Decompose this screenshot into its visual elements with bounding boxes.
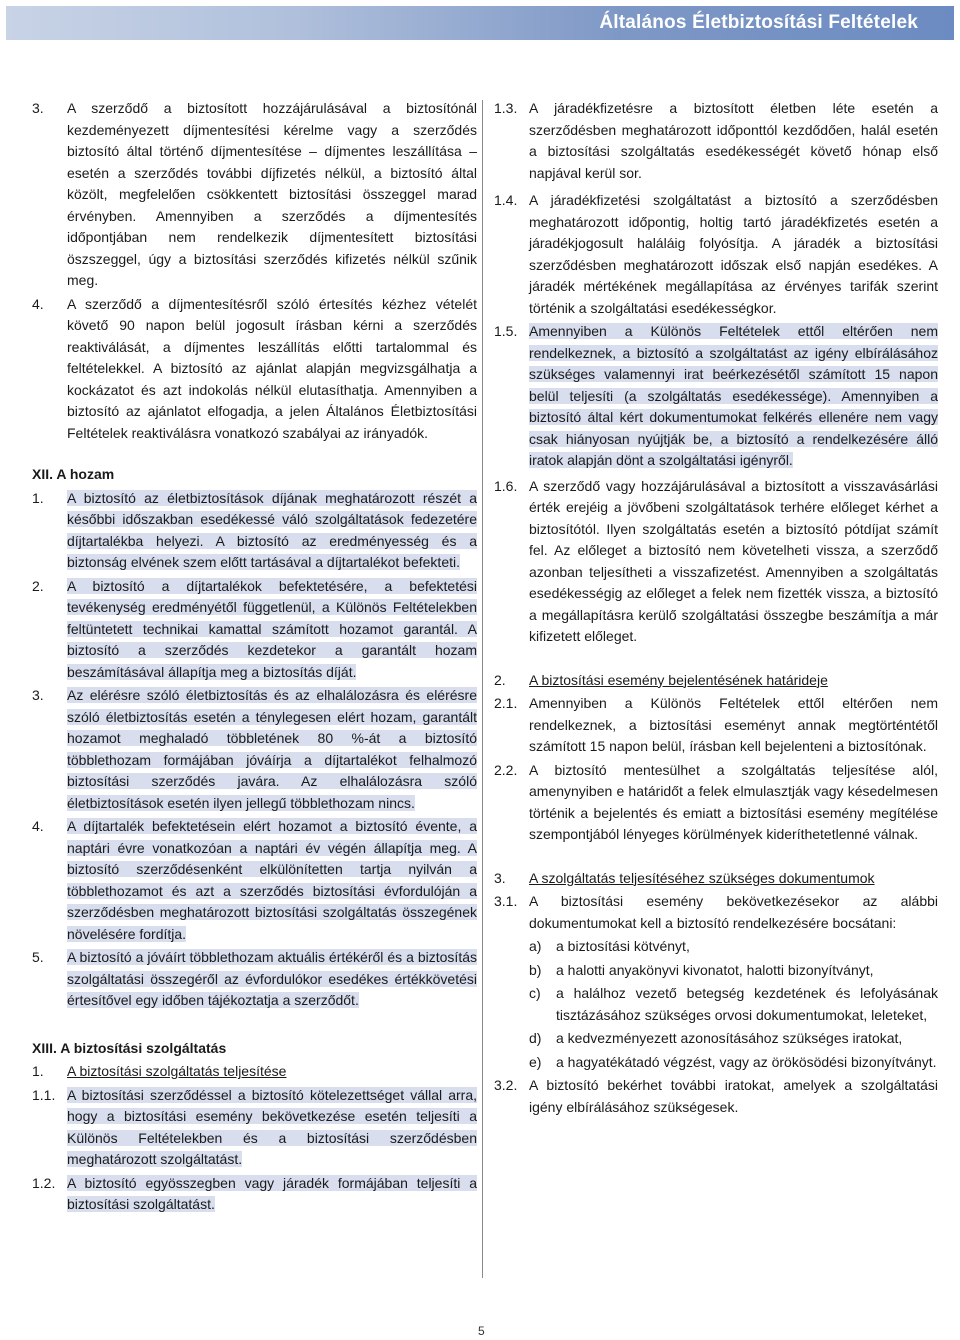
item-text: A biztosító a jóváírt többlethozam aktuális értékéről és a biztosítás szolgáltatási összegéről az évfordulókor esedékes értékkövetési értesítővel egy időben tájékoztatja a szerződőt. (67, 949, 477, 1008)
right-column (494, 98, 938, 1118)
item-text: A szerződő a biztosított hozzájárulásával a biztosítónál kezdeményezett díjmentesítési kérelme vagy a szerződés biztosító által történő díjmentesítése – díjmentes leszállítása – esetén a szerződés további díjfizetés nélkül, a biztosító által közölt, megfelelően csökkentett biztosítási összeggel marad érvényben. Amennyiben a szerződés a díjmentesítés időpontjában nem rendelkezik díjmentesített biztosítási öszszeggel, úgy a biztosítási szerződés kifizetés nélkül szűnik meg. (67, 100, 477, 288)
list-item (32, 1173, 477, 1216)
list-item (494, 1075, 938, 1118)
item-text: Az elérésre szóló életbiztosítás és az elhalálozásra és elérésre szóló életbiztosítás esetén a ténylegesen elért hozam, garantált hozamot meghaladó többletének 80 %-át a biztosító többlethozam formájában jóváírja a díjtartalékot felhalmozó biztosítási szerződés javára. Az elhalálozásra szóló életbiztosítások esetén ilyen jellegű többlethozam nincs. (67, 687, 477, 811)
list-item (32, 816, 477, 945)
item-text: A díjtartalék befektetésein elért hozamot a biztosító évente, a naptári évre vonatkozóan a naptári év végén állapítja meg. A biztosító szerződésenként elkülönítetten tartja nyilván a többlethozamot és azt a szerződés biztosítási évfordulóján a szerződésben meghatározott biztosítási szolgáltatás összegének növelésére fordítja. (67, 818, 477, 942)
column-divider (482, 100, 483, 1278)
sub-list-item (529, 936, 938, 958)
item-text: A biztosító a díjtartalékok befektetésére, a befektetési tevékenység eredményétől függetlenül, a Különös Feltételekben feltüntetett technikai kamattal számított hozamot garantál. A biztosító a szerződés kezdetekor a garantált hozam beszámításával állapítja meg a biztosítás díját. (67, 577, 477, 680)
list-item (494, 321, 938, 472)
item-text: A biztosító mentesülhet a szolgáltatás teljesítése alól, amenynyiben e határidőt a felek elmulasztják vagy késedelmesen történik a bejelentés és emiatt a biztosítási esemény megítélése szempontjából lényeges körülmények kideríthetetlenné válnak. (529, 761, 938, 842)
page-number: 5 (478, 1324, 485, 1338)
document-title: Általános Életbiztosítási Feltételek (599, 12, 918, 33)
list-item (494, 98, 938, 184)
sub-list-item (529, 1028, 938, 1050)
subsection-title-text: A biztosítási esemény bejelentésének határideje (529, 671, 828, 688)
sub-item-text: a halálhoz vezető betegség kezdetének és lefolyásának tisztázásához szükséges orvosi dokumentumokat, leleteket, (556, 985, 938, 1023)
list-item (32, 1085, 477, 1171)
sub-item-text: a hagyatékátadó végzést, vagy az örökösödési bizonyítványt. (556, 1053, 937, 1070)
item-text: A járadékfizetési szolgáltatást a biztosító a szerződésben meghatározott időpontig, holtig tartó járadékfizetés esetén a járadékjogosult haláláig folyósítja. A járadék a biztosítási szerződésben meghatározott időszak első napján esedékes. A járadék mértékének megállapítása az érvényes tarifák szerint történik a szolgáltatási esedékességkor. (529, 192, 938, 316)
list-item (494, 190, 938, 319)
list-item (32, 98, 477, 292)
sub-list-item (529, 1052, 938, 1074)
item-number: 1.4. (494, 192, 518, 208)
item-text: A szerződő vagy hozzájárulásával a biztosított a visszavásárlási érték erejéig a jövőbeni szolgáltatások terhére előleget kérhet a biztosítótól. Ilyen szolgáltatás esetén a biztosító pótdíjat számít fel. Az előleget a biztosító nem követelheti vissza, a szerződő azonban teljesítheti a visszafizetést. Amennyiben a szolgáltatás esedékességig az előleget a felek nem fizették vissza, a biztosító a megállapításra kerülő szolgáltatási összegbe beszámítja a már kifizetett előleget. (529, 477, 938, 644)
section-heading-xii: XII. A hozam (32, 466, 115, 482)
list-item (494, 476, 938, 648)
item-text: A biztosító egyösszegben vagy járadék formájában teljesíti a biztosítási szolgáltatást. (67, 1174, 477, 1212)
sub-item-letter: b) (529, 961, 542, 978)
item-number: 4. (32, 295, 44, 312)
item-number: 2. (32, 577, 44, 594)
subsection-title-text: A szolgáltatás teljesítéséhez szükséges dokumentumok (529, 869, 875, 886)
item-number: 1.3. (494, 100, 518, 116)
item-text: A járadékfizetésre a biztosított életben léte esetén a szerződésben meghatározott időponttól kezdődően, halál esetén a biztosítási szolgáltatás esedékességét követő hónap első napjával kerül sor. (529, 100, 938, 181)
item-number: 1.2. (32, 1174, 56, 1191)
item-number: 1.5. (494, 323, 518, 339)
subsection-title (494, 670, 938, 692)
item-number: 2. (494, 671, 506, 688)
item-number: 1. (32, 489, 44, 506)
list-item (494, 891, 938, 934)
left-column (32, 98, 477, 1216)
sub-item-letter: d) (529, 1030, 542, 1046)
list-item (32, 488, 477, 574)
subsection-title (32, 1061, 477, 1083)
item-number: 3.1. (494, 893, 518, 909)
sub-item-text: a kedvezményezett azonosításához szükséges iratokat, (556, 1030, 903, 1046)
item-text: Amennyiben a Különös Feltételek ettől eltérően nem rendelkeznek, a biztosítási eseményt annak megtörténtétől számított 15 napon belül, írásban kell bejelenteni a biztosítónak. (529, 695, 938, 754)
item-number: 3. (32, 100, 44, 116)
list-item (32, 947, 477, 1012)
list-item (32, 294, 477, 445)
item-text: A biztosító bekérhet további iratokat, amelyek a szolgáltatási igény elbírálásához szükségesek. (529, 1077, 938, 1115)
sub-list-item (529, 983, 938, 1026)
list-item (494, 693, 938, 758)
item-text: A biztosítási esemény bekövetkezésekor az alábbi dokumentumokat kell a biztosító rendelkezésére bocsátani: (529, 893, 938, 931)
subsection-title (494, 868, 938, 890)
item-number: 3. (494, 869, 506, 886)
sub-item-letter: e) (529, 1053, 542, 1070)
list-item (32, 576, 477, 684)
sub-list-item (529, 960, 938, 982)
item-text: A szerződő a díjmentesítésről szóló értesítés kézhez vételét követő 90 napon belül jogosult írásban kérni a szerződés reaktiválását, a díjmentes leszállítás előtti tartalommal és feltételekkel. A biztosító az ajánlat alapján megvizsgálhatja a kockázatot és azt indokolás nélkül elutasíthatja. Amennyiben a biztosító az ajánlatot elfogadja, a jelen Általános Életbiztosítási Feltételek reaktiválásra vonatkozó szabályai az irányadók. (67, 295, 477, 441)
item-number: 1. (32, 1063, 44, 1079)
sub-item-text: a biztosítási kötvényt, (556, 938, 690, 954)
item-number: 1.1. (32, 1086, 56, 1103)
item-number: 3. (32, 687, 44, 703)
item-number: 2.1. (494, 695, 518, 711)
item-number: 3.2. (494, 1077, 518, 1093)
item-number: 5. (32, 949, 44, 965)
item-number: 1.6. (494, 477, 518, 494)
item-text: A biztosító az életbiztosítások díjának meghatározott részét a későbbi időszakban esedékessé váló szolgáltatások fedezetére díjtartalékba helyezi. A biztosító az eredményesség és a biztonság elvének szem előtt tartásával a díjtartalékot befekteti. (67, 489, 477, 570)
item-text: A biztosítási szerződéssel a biztosító kötelezettséget vállal arra, hogy a biztosítási esemény bekövetkezése esetén teljesíti a Különös Feltételekben és a biztosítási szerződésben meghatározott szolgáltatást. (67, 1086, 477, 1167)
section-heading-xiii: XIII. A biztosítási szolgáltatás (32, 1039, 227, 1056)
list-item (494, 760, 938, 846)
sub-item-text: a halotti anyakönyvi kivonatot, halotti bizonyítványt, (556, 961, 874, 978)
item-number: 4. (32, 818, 44, 834)
list-item (32, 685, 477, 814)
sub-item-letter: a) (529, 938, 542, 954)
page-header-bar (6, 6, 954, 40)
subsection-title-text: A biztosítási szolgáltatás teljesítése (67, 1063, 287, 1079)
sub-item-letter: c) (529, 985, 541, 1001)
item-number: 2.2. (494, 761, 518, 778)
item-text: Amennyiben a Különös Feltételek ettől eltérően nem rendelkeznek, a biztosító a szolgáltatást az igény elbírálásához szükséges valamennyi irat beérkezésétől számított 15 napon belül teljesíti (a szolgáltatás esedékessége). Amennyiben a biztosító által kért dokumentumokat felkérés ellenére nem vagy csak hiányosan nyújtják be, a biztosító a rendelkezésére álló iratok alapján dönt a szolgáltatási igényről. (529, 323, 938, 468)
